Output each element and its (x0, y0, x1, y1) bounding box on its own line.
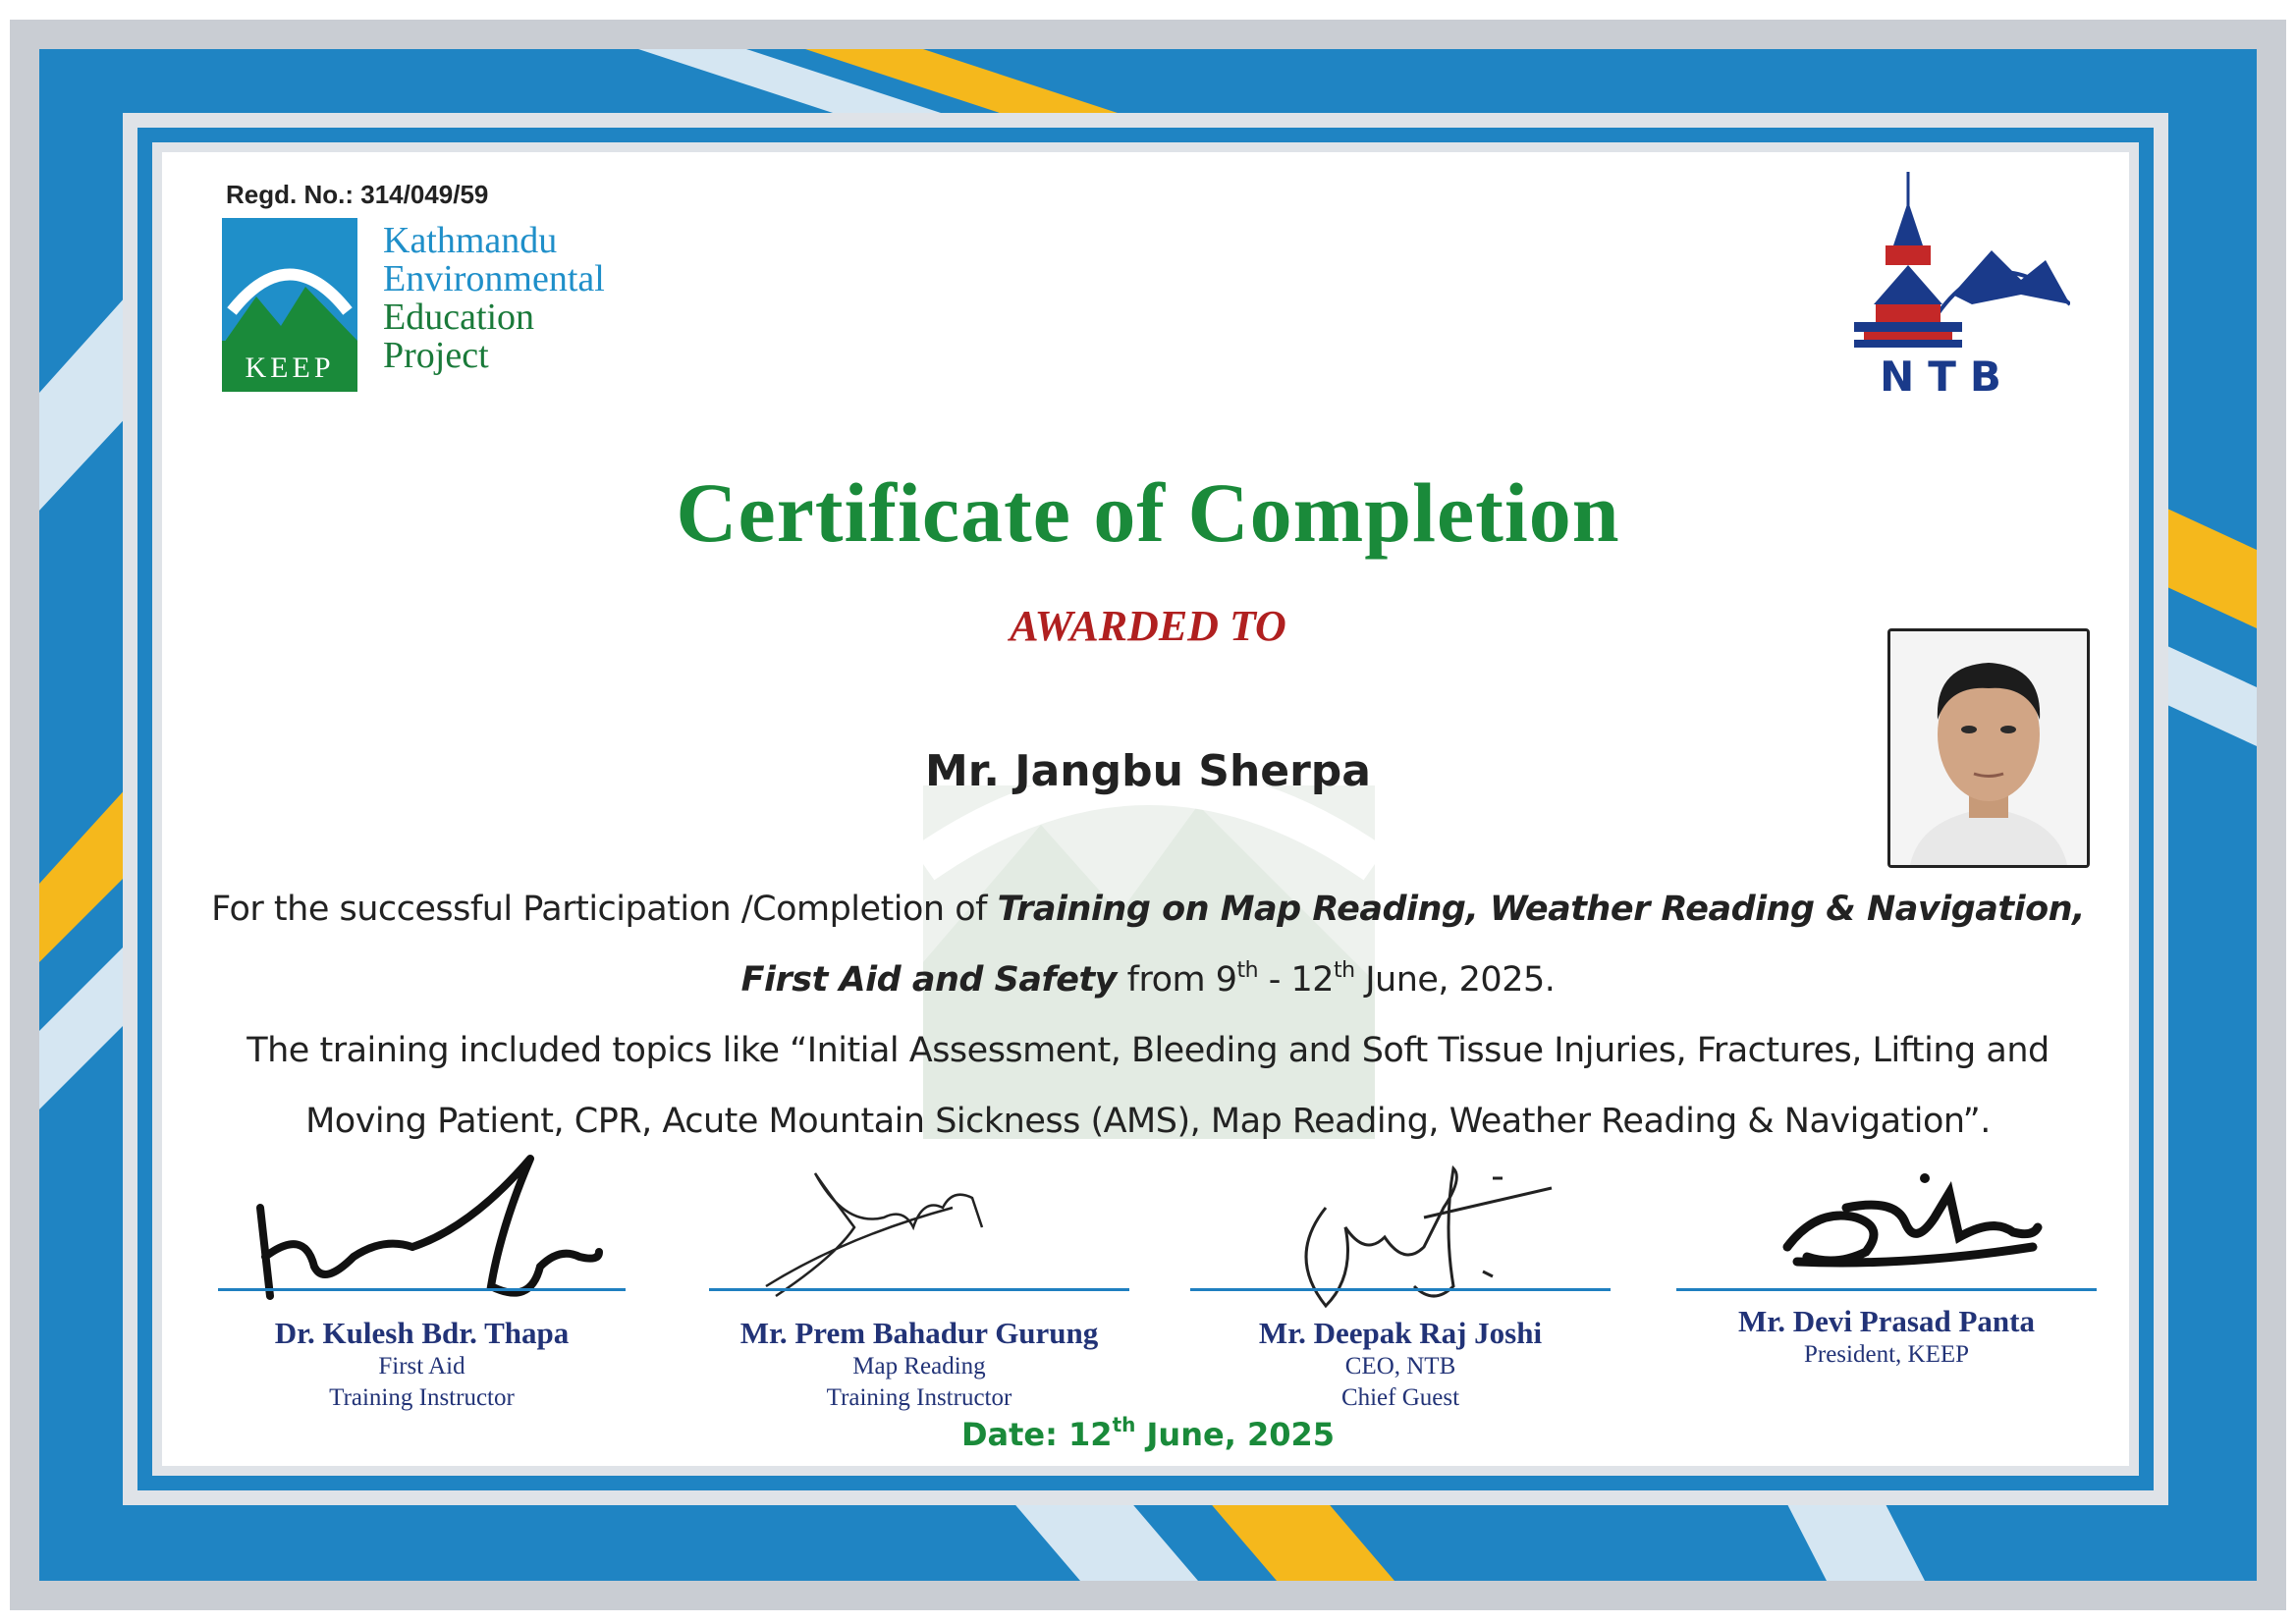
recipient-name: Mr. Jangbu Sherpa (924, 746, 1371, 796)
signatory-4 (1676, 1304, 2097, 1371)
signature-line-2 (709, 1288, 1129, 1291)
keep-name-line: Kathmandu (383, 220, 558, 261)
registration-number (226, 180, 488, 210)
signature-line-4 (1676, 1288, 2097, 1291)
date-to-sup: th (1333, 958, 1355, 983)
signature-2 (756, 1168, 1011, 1306)
signatory-role: President, KEEP (1803, 1341, 1970, 1368)
regd-label: Regd. No.: (226, 180, 354, 209)
signatory-name: Dr. Kulesh Bdr. Thapa (274, 1316, 570, 1350)
training-title-cont: First Aid and Safety (740, 960, 1117, 1000)
signatory-role: Training Instructor (826, 1384, 1012, 1411)
body-line-1 (196, 874, 2100, 945)
date-to: - 12 (1258, 960, 1334, 1000)
signatory-role: First Aid (378, 1353, 465, 1380)
ntb-logo (1825, 167, 2070, 398)
signatory-role: CEO, NTB (1344, 1353, 1456, 1380)
recipient-portrait (1890, 631, 2087, 865)
training-title: Training on Map Reading, Weather Reading & Navigation, (997, 890, 2085, 929)
signatory-3 (1190, 1316, 1611, 1414)
keep-name-line: Education (383, 297, 535, 338)
keep-name-line: Project (383, 335, 489, 376)
signatory-role: Map Reading (852, 1353, 986, 1380)
keep-logo (222, 218, 357, 392)
recipient-photo (1887, 628, 2090, 868)
regd-value: 314/049/59 (360, 180, 489, 209)
keep-name-line: Environmental (383, 258, 605, 299)
body-line-1-plain: For the successful Participation /Completion of (211, 890, 998, 929)
ntb-logo-text: NTB (1880, 352, 2015, 398)
signature-line-3 (1190, 1288, 1611, 1291)
certificate-title: Certificate of Completion (676, 465, 1620, 560)
signatory-name: Mr. Deepak Raj Joshi (1258, 1316, 1543, 1350)
body-line-3: The training included topics like “Initial Assessment, Bleeding and Soft Tissue Injuries, Fractures, Lifting and (246, 1031, 2050, 1070)
issue-date (0, 1413, 2296, 1453)
signatory-name: Mr. Prem Bahadur Gurung (739, 1316, 1099, 1350)
signatory-1 (218, 1316, 626, 1414)
awarded-to-label: AWARDED TO (1010, 602, 1286, 650)
signature-line-1 (218, 1288, 626, 1291)
keep-logo-text: KEEP (245, 352, 335, 384)
signatory-2 (709, 1316, 1129, 1414)
date-sup: th (1112, 1413, 1136, 1436)
signature-4 (1777, 1168, 2043, 1276)
signature-1 (246, 1149, 609, 1306)
date-rest: June, 2025 (1135, 1416, 1336, 1453)
date-from: from 9 (1117, 960, 1237, 1000)
date-end: June, 2025. (1354, 960, 1556, 1000)
body-line-4: Moving Patient, CPR, Acute Mountain Sickness (AMS), Map Reading, Weather Reading & Navigation”. (305, 1102, 1991, 1141)
signatory-role: Training Instructor (329, 1384, 515, 1411)
signatory-role: Chief Guest (1340, 1384, 1460, 1411)
date-from-sup: th (1236, 958, 1259, 983)
keep-organization-name (383, 222, 605, 375)
signatory-name: Mr. Devi Prasad Panta (1738, 1304, 2035, 1338)
date-label: Date: 12 (960, 1416, 1113, 1453)
body-line-2 (196, 945, 2100, 1015)
